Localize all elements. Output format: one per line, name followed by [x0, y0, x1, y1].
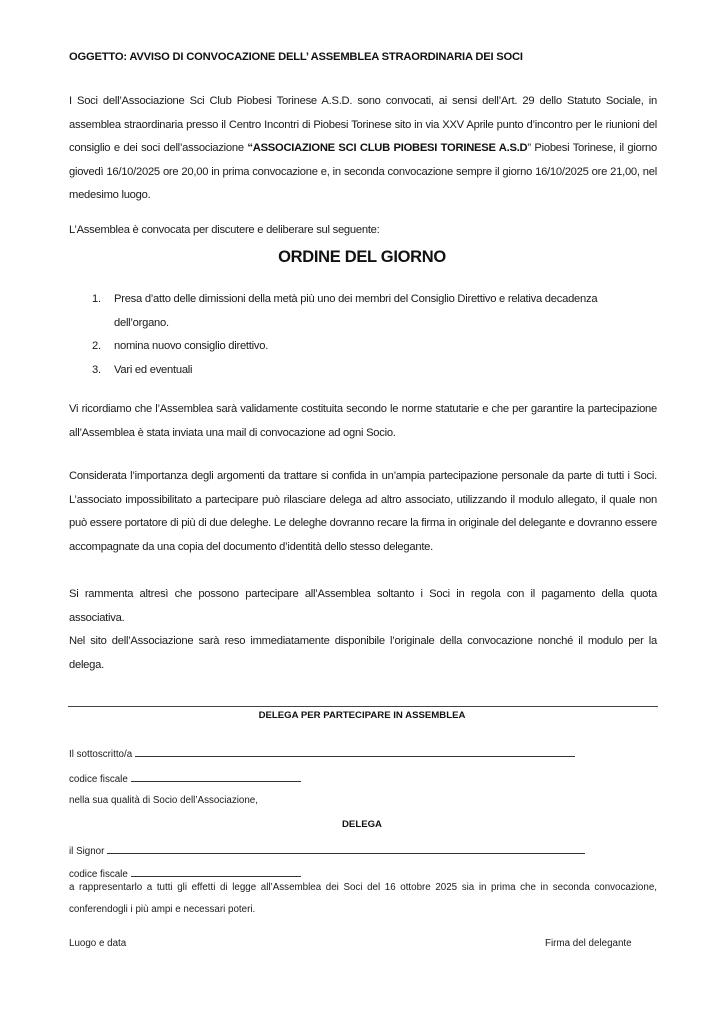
agenda-item-number: 2. — [92, 340, 101, 352]
agenda-item-number: 3. — [92, 363, 101, 376]
website-note-paragraph: Nel sito dell’Associazione sarà reso immediatamente disponibile l’originale della convocazione nonché il modulo per la delega. — [69, 635, 657, 671]
tax-code-field-1[interactable] — [131, 771, 301, 782]
signature-label: Firma del delegante — [545, 938, 632, 949]
intro-paragraph — [69, 90, 657, 208]
agenda-item — [92, 359, 632, 383]
signor-label: il Signor — [69, 846, 105, 857]
fee-note-paragraph: Si rammenta altresì che possono partecipare all’Assemblea soltanto i Soci in regola con il pagamento della quota associativa. — [69, 588, 657, 624]
agenda-item-text: Vari ed eventuali — [114, 363, 193, 376]
undersigned-name-field[interactable] — [135, 746, 575, 757]
agenda-list — [92, 288, 632, 382]
agenda-item-text: nomina nuovo consiglio direttivo. — [114, 340, 269, 352]
participation-paragraph: Considerata l’importanza degli argomenti da trattare si confida in un’ampia partecipazione personale da parte di tutti i Soci. L’associato impossibilitato a partecipare può rilasciare delega ad altro associato, utilizzando il modulo allegato, il quale non può essere portatore di più di due deleghe. Le deleghe dovranno recare la firma in originale del delegante e dovranno essere accompagnate da una copia del documento d’identità dello stesso delegante. — [69, 470, 657, 553]
delegate-name-field[interactable] — [107, 843, 585, 854]
tax-code-field-2[interactable] — [131, 866, 301, 877]
agenda-item-number: 1. — [92, 293, 101, 305]
section-divider — [68, 706, 658, 707]
reminder-paragraph: Vi ricordiamo che l’Assemblea sarà validamente costituita secondo le norme statutarie e che per garantire la partecipazione all’Assemblea è stata inviata una mail di convocazione ad ogni Socio. — [69, 403, 657, 439]
proxy-form-title: DELEGA PER PARTECIPARE IN ASSEMBLEA — [258, 710, 466, 721]
undersigned-label: Il sottoscritto/a — [69, 749, 133, 760]
agenda-item — [92, 335, 632, 359]
place-date-label: Luogo e data — [69, 938, 127, 949]
convocation-line: L’Assemblea è convocata per discutere e deliberare sul seguente: — [69, 224, 380, 236]
delega-heading: DELEGA — [342, 819, 382, 830]
agenda-item — [92, 288, 632, 335]
agenda-item-text: Presa d’atto delle dimissioni della metà più uno dei membri del Consiglio Direttivo e relativa decadenza dell’organo. — [114, 293, 598, 329]
intro-text-part2: ” Piobesi Torinese, il giorno giovedì 16/10/2025 ore 20,00 in prima convocazione e, in seconda convocazione sempre il giorno 16/10/2025 ore 21,00, nel medesimo luogo. — [69, 142, 657, 201]
undersigned-row — [69, 746, 575, 760]
subject-heading: OGGETTO: AVVISO DI CONVOCAZIONE DELL’ ASSEMBLEA STRAORDINARIA DEI SOCI — [69, 51, 523, 63]
representation-paragraph: a rappresentarlo a tutti gli effetti di legge all’Assemblea dei Soci del 16 ottobre 2025 sia in prima che in seconda convocazione, conferendogli i più ampi e necessari poteri. — [69, 882, 657, 915]
association-name: “ASSOCIAZIONE SCI CLUB PIOBESI TORINESE A.S.D — [247, 142, 528, 154]
intro-text-part1: I Soci dell’Associazione Sci Club Piobesi Torinese A.S.D. sono convocati, ai sensi dell’Art. 29 dello Statuto Sociale, in assemblea straordinaria presso il Centro Incontri di Piobesi Torinese sito in via XXV Aprile punto d’incontro per le riunioni del consiglio e dei soci dell’associazione — [69, 95, 657, 154]
member-quality-line: nella sua qualità di Socio dell’Associazione, — [69, 795, 258, 806]
tax-code-label: codice fiscale — [69, 774, 128, 785]
signor-row — [69, 843, 585, 857]
tax-code-row-1 — [69, 771, 301, 785]
tax-code-label: codice fiscale — [69, 869, 128, 880]
agenda-heading: ORDINE DEL GIORNO — [278, 248, 446, 266]
